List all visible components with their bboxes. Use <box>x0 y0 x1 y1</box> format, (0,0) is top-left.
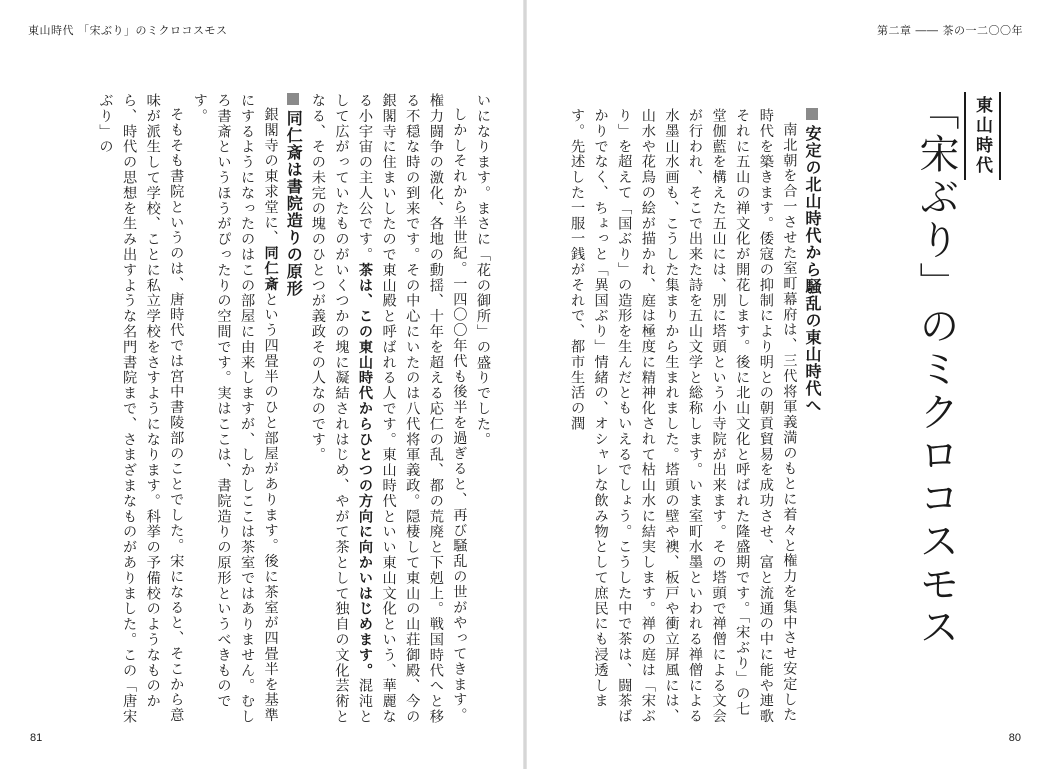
paragraph-2 <box>305 93 470 733</box>
chapter-title: 「宋ぶり」のミクロコスモス <box>913 90 959 649</box>
paragraph-right-1: 南北朝を合一させた室町幕府は、三代将軍義満のもとに着々と権力を集中させ安定した時代を築きます。倭寇の抑制により明との朝貢貿易を成功させ、富と流通の中に能や連歌それに五山の禅文化が開花します。後に北山文化と呼ばれた隆盛期です。「宋ぶり」の七堂伽藍を構えた五山には、別に塔頭という小寺院が出来ます。その塔頭で禅僧による文会が行われ、そこで出来た詩を五山文学と総称します。いま室町水墨といわれる禅僧による水墨山水画も、こうした集まりから生まれました。塔頭の壁や襖、板戸や衝立屏風には、山水や花鳥の絵が描かれ、庭は極度に精神化されて枯山水に結実します。禅の庭は「宋ぶり」を超えて「国ぶり」の造形を生んだともいえるでしょう。こうした中で茶は、闘茶ばかりでなく、ちょっと「異国ぶり」情緒の、オシャレな飲み物として庶民にも浸透します。先述した一服一銭がそれで、都市生活の潤 <box>569 108 798 724</box>
heading-square-icon <box>287 93 299 105</box>
section-heading-left <box>282 93 306 733</box>
paragraph-2-text: しかしそれから半世紀。一四〇〇年代も後半を過ぎると、再び騒乱の世がやってきます。権力闘争の激化、各地の動揺、十年を超える応仁の乱、都の荒廃と下剋上。戦国時代へと移る不穏な時の到来です。その中心にいたのは八代将軍義政。隠棲して東山の山荘御殿、今の銀閣寺に住まいしたので東山殿と呼ばれる人です。東山時代といい東山文化という、華麗なる小宇宙の主人公です。 <box>357 93 468 725</box>
chapter-label: 東山時代 <box>964 92 1001 180</box>
paragraph-3-bold: 同仁斎 <box>262 245 279 292</box>
page-number-left: 81 <box>30 732 43 744</box>
section-heading-right <box>800 108 824 728</box>
paragraph-3-post: という四畳半のひと部屋があります。後に茶室が四畳半を基準にするようになったのはこの部屋に由来しますが、しかしここは茶室ではありません。むしろ書斎というほうがぴったりの空間です。実はここは、書院造りの原形というべきものです。 <box>191 93 279 725</box>
paragraph-2-bold: 茶は、この東山時代からひとつの方向に向かいはじめます。 <box>357 262 374 679</box>
paragraph-1: いになります。まさに「花の御所」の盛りでした。 <box>475 93 491 448</box>
section-heading-right-text: 安定の北山時代から騒乱の東山時代へ <box>803 125 822 414</box>
paragraph-2-tail: 混沌として広がっていたものがいくつかの塊に凝結されはじめ、やがて茶として独自の文化芸術となる、その未完の塊のひとつが義政その人なのです。 <box>309 93 374 725</box>
paragraph-4: そもそも書院というのは、唐時代では宮中書陵部のことでした。宋になると、そこから意味が派生して学校、ことに私立学校をさすようになります。科挙の予備校のようなものから、時代の思想を生み出すような名門書院まで、さまざまなものがありました。この「唐宋ぶり」の <box>97 93 185 725</box>
running-head-right: 第二章 ―― 茶の一二〇〇年 <box>877 24 1023 37</box>
page-number-right: 80 <box>1008 732 1021 744</box>
heading-square-icon <box>806 108 818 120</box>
running-head-left: 東山時代 「宋ぶり」のミクロコスモス <box>28 24 228 37</box>
section-heading-left-text: 同仁斎は書院造りの原形 <box>284 110 304 297</box>
paragraph-3 <box>187 93 281 733</box>
paragraph-3-pre: 銀閣寺の東求堂に、 <box>262 107 279 246</box>
right-body-text <box>569 108 824 728</box>
left-page <box>0 0 523 769</box>
right-page <box>527 0 1051 769</box>
left-body-text <box>29 93 494 733</box>
